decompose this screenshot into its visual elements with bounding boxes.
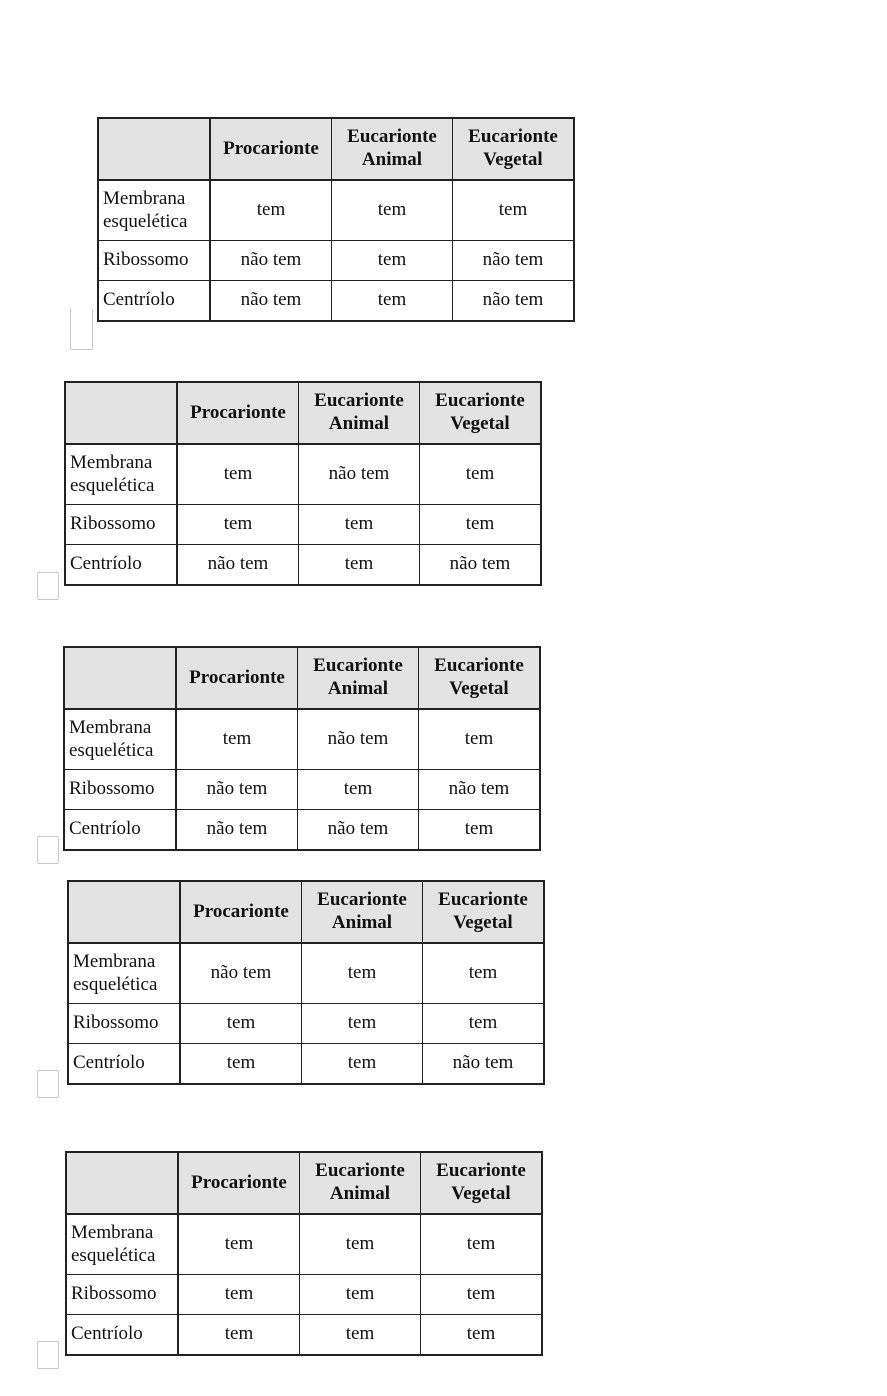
row-label-membrana: Membrana esquelética	[98, 180, 210, 241]
option-2-radio[interactable]	[37, 572, 59, 600]
table-row	[64, 770, 540, 810]
table-cell: tem	[180, 1004, 302, 1044]
row-label-membrana: Membrana esquelética	[64, 709, 176, 770]
row-label-membrana: Membrana esquelética	[66, 1214, 178, 1275]
table-cell: tem	[421, 1214, 543, 1275]
table-row	[65, 505, 541, 545]
table-cell: tem	[177, 505, 299, 545]
header-eucarionte-animal: Eucarionte Animal	[302, 881, 423, 943]
corner-cell	[66, 1152, 178, 1214]
header-procarionte: Procarionte	[178, 1152, 300, 1214]
table-cell: tem	[300, 1275, 421, 1315]
option-4-table	[67, 880, 545, 1085]
table-cell: tem	[423, 943, 545, 1004]
table-cell: tem	[332, 180, 453, 241]
row-label-ribossomo: Ribossomo	[64, 770, 176, 810]
option-1-table	[97, 117, 575, 322]
row-label-centriolo: Centríolo	[66, 1315, 178, 1356]
corner-cell	[65, 382, 177, 444]
table-cell: não tem	[177, 545, 299, 586]
option-4[interactable]	[67, 880, 545, 1085]
header-eucarionte-animal: Eucarionte Animal	[299, 382, 420, 444]
row-label-centriolo: Centríolo	[65, 545, 177, 586]
table-cell: tem	[299, 545, 420, 586]
table-cell: tem	[178, 1315, 300, 1356]
table-cell: tem	[421, 1275, 543, 1315]
option-1-radio[interactable]	[70, 308, 93, 350]
header-eucarionte-animal: Eucarionte Animal	[332, 118, 453, 180]
option-2-table	[64, 381, 542, 586]
table-cell: não tem	[419, 770, 541, 810]
table-row	[65, 545, 541, 586]
table-cell: tem	[178, 1214, 300, 1275]
option-3-radio[interactable]	[37, 836, 59, 864]
table-cell: tem	[419, 810, 541, 851]
option-5-table	[65, 1151, 543, 1356]
table-cell: tem	[180, 1044, 302, 1085]
table-cell: não tem	[298, 810, 419, 851]
option-5[interactable]	[65, 1151, 543, 1356]
row-label-centriolo: Centríolo	[64, 810, 176, 851]
table-cell: tem	[177, 444, 299, 505]
row-label-membrana: Membrana esquelética	[65, 444, 177, 505]
table-cell: não tem	[299, 444, 420, 505]
option-1[interactable]	[97, 117, 575, 322]
table-row	[98, 281, 574, 322]
table-row	[66, 1214, 542, 1275]
table-cell: tem	[332, 241, 453, 281]
header-eucarionte-vegetal: Eucarionte Vegetal	[419, 647, 541, 709]
table-row	[66, 1315, 542, 1356]
table-cell: tem	[332, 281, 453, 322]
table-cell: tem	[298, 770, 419, 810]
table-row	[98, 180, 574, 241]
table-cell: tem	[423, 1004, 545, 1044]
header-eucarionte-animal: Eucarionte Animal	[298, 647, 419, 709]
table-cell: tem	[420, 444, 542, 505]
option-5-radio[interactable]	[37, 1341, 59, 1369]
row-label-centriolo: Centríolo	[98, 281, 210, 322]
table-row	[68, 943, 544, 1004]
option-3[interactable]	[63, 646, 541, 851]
table-cell: não tem	[420, 545, 542, 586]
header-procarionte: Procarionte	[176, 647, 298, 709]
table-cell: tem	[300, 1315, 421, 1356]
header-procarionte: Procarionte	[177, 382, 299, 444]
header-eucarionte-vegetal: Eucarionte Vegetal	[421, 1152, 543, 1214]
table-row	[65, 444, 541, 505]
option-3-table	[63, 646, 541, 851]
table-cell: não tem	[176, 810, 298, 851]
table-cell: tem	[302, 943, 423, 1004]
table-row	[68, 1004, 544, 1044]
table-cell: tem	[421, 1315, 543, 1356]
option-4-radio[interactable]	[37, 1070, 59, 1098]
option-2[interactable]	[64, 381, 542, 586]
header-procarionte: Procarionte	[180, 881, 302, 943]
table-cell: não tem	[423, 1044, 545, 1085]
table-cell: tem	[302, 1004, 423, 1044]
table-cell: tem	[299, 505, 420, 545]
table-row	[64, 810, 540, 851]
table-cell: tem	[178, 1275, 300, 1315]
table-cell: não tem	[180, 943, 302, 1004]
header-procarionte: Procarionte	[210, 118, 332, 180]
table-cell: tem	[300, 1214, 421, 1275]
table-row	[98, 241, 574, 281]
corner-cell	[98, 118, 210, 180]
row-label-ribossomo: Ribossomo	[98, 241, 210, 281]
row-label-ribossomo: Ribossomo	[66, 1275, 178, 1315]
header-eucarionte-vegetal: Eucarionte Vegetal	[453, 118, 575, 180]
row-label-centriolo: Centríolo	[68, 1044, 180, 1085]
table-cell: não tem	[176, 770, 298, 810]
row-label-membrana: Membrana esquelética	[68, 943, 180, 1004]
table-cell: não tem	[298, 709, 419, 770]
row-label-ribossomo: Ribossomo	[65, 505, 177, 545]
table-row	[66, 1275, 542, 1315]
table-cell: não tem	[210, 241, 332, 281]
header-eucarionte-vegetal: Eucarionte Vegetal	[423, 881, 545, 943]
row-label-ribossomo: Ribossomo	[68, 1004, 180, 1044]
table-cell: tem	[419, 709, 541, 770]
corner-cell	[64, 647, 176, 709]
table-cell: não tem	[210, 281, 332, 322]
table-cell: tem	[176, 709, 298, 770]
table-cell: tem	[210, 180, 332, 241]
table-cell: não tem	[453, 281, 575, 322]
table-cell: não tem	[453, 241, 575, 281]
header-eucarionte-vegetal: Eucarionte Vegetal	[420, 382, 542, 444]
table-row	[68, 1044, 544, 1085]
corner-cell	[68, 881, 180, 943]
table-cell: tem	[453, 180, 575, 241]
header-eucarionte-animal: Eucarionte Animal	[300, 1152, 421, 1214]
table-row	[64, 709, 540, 770]
table-cell: tem	[302, 1044, 423, 1085]
table-cell: tem	[420, 505, 542, 545]
